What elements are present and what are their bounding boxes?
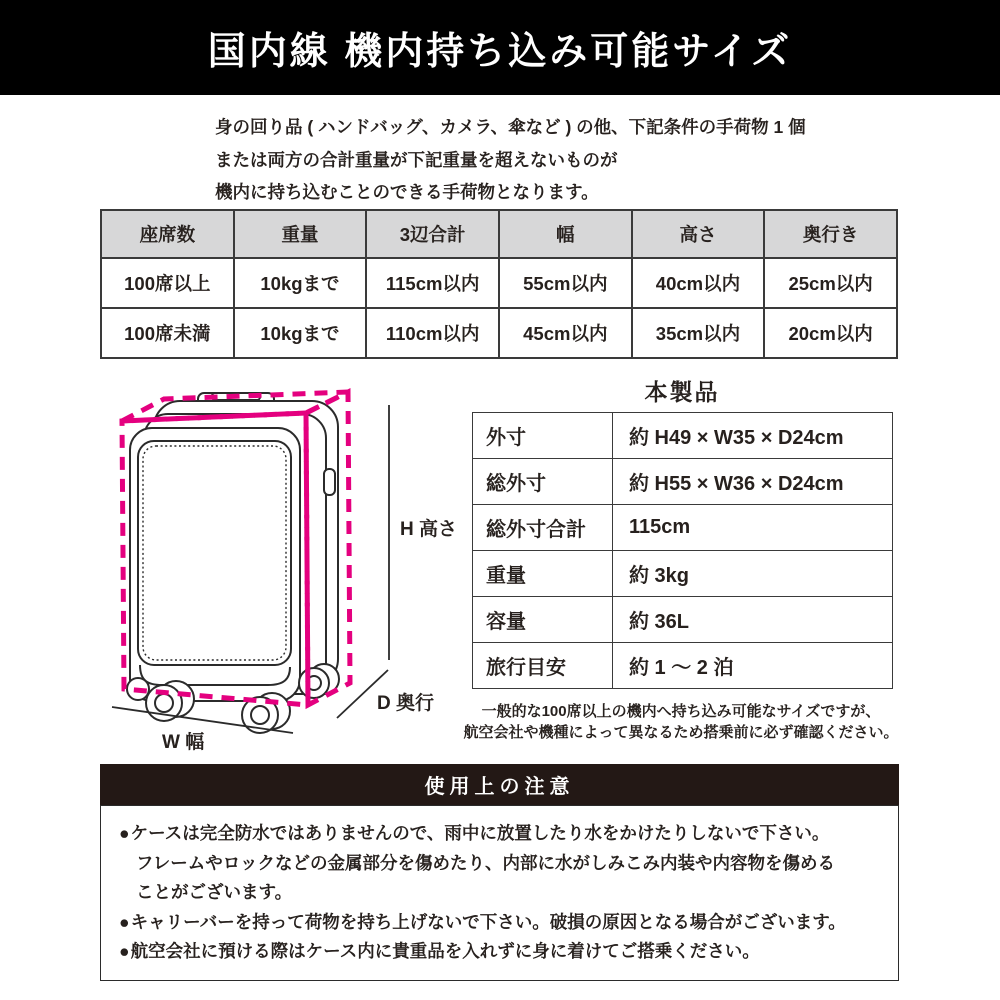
spec-row	[473, 643, 893, 689]
col-header-depth: 奥行き	[764, 210, 897, 258]
spec-value: 約 36L	[613, 597, 893, 643]
caution-text: フレームやロックなどの金属部分を傷めたり、内部に水がしみこみ内装や内容物を傷める	[136, 852, 835, 873]
bullet-icon: ●	[119, 941, 130, 961]
caution-item	[119, 819, 880, 849]
footnote-line: 航空会社や機種によって異なるため搭乗前に必ず確認ください。	[463, 724, 899, 741]
cell: 110cm以内	[366, 308, 499, 358]
spec-value: 115cm	[613, 505, 893, 551]
col-header-weight: 重量	[234, 210, 367, 258]
table-row	[101, 308, 897, 358]
caution-item	[119, 908, 880, 938]
product-spec-table	[472, 412, 893, 689]
bullet-icon: ●	[119, 911, 130, 932]
lock	[324, 469, 335, 495]
wheel-back-right	[299, 668, 329, 698]
spec-row	[473, 597, 893, 643]
spec-value: 約 H49 × W35 × D24cm	[613, 413, 893, 459]
spec-label: 容量	[473, 597, 613, 643]
cell: 100席以上	[101, 258, 234, 308]
cell: 25cm以内	[764, 258, 897, 308]
spec-label: 旅行目安	[473, 643, 613, 689]
caution-text: ケースは完全防水ではありませんので、雨中に放置したり水をかけたりしないで下さい。	[130, 823, 830, 843]
col-header-total: 3辺合計	[366, 210, 499, 258]
intro-text	[215, 111, 806, 209]
col-header-width: 幅	[499, 210, 632, 258]
col-header-height: 高さ	[632, 210, 765, 258]
height-dimension-label: H 高さ	[400, 519, 458, 540]
page-title: 国内線 機内持ち込み可能サイズ	[207, 31, 793, 73]
product-spec-title: 本製品	[644, 379, 720, 405]
cell: 10kgまで	[234, 308, 367, 358]
spec-row	[473, 459, 893, 505]
caution-item	[119, 937, 880, 967]
cell: 10kgまで	[234, 258, 367, 308]
spec-value: 約 1 〜 2 泊	[613, 643, 893, 689]
spec-label: 総外寸合計	[473, 505, 613, 551]
caution-text: ことがございます。	[136, 882, 293, 902]
spec-label: 総外寸	[473, 459, 613, 505]
intro-line: または両方の合計重量が下記重量を超えないものが	[215, 149, 618, 170]
cell: 35cm以内	[632, 308, 765, 358]
caution-section	[100, 764, 899, 981]
caution-text: キャリーバーを持って荷物を持ち上げないで下さい。破損の原因となる場合がございます。	[130, 911, 846, 932]
cell: 100席未満	[101, 308, 234, 358]
col-header-seats: 座席数	[101, 210, 234, 258]
footnote	[456, 701, 906, 743]
depth-dimension-label: D 奥行	[377, 693, 435, 714]
cell: 55cm以内	[499, 258, 632, 308]
cell: 40cm以内	[632, 258, 765, 308]
cell: 20cm以内	[764, 308, 897, 358]
footnote-line: 一般的な100席以上の機内へ持ち込み可能なサイズですが、	[481, 703, 881, 720]
spec-row	[473, 551, 893, 597]
allowance-table	[100, 209, 898, 359]
spec-row	[473, 505, 893, 551]
caution-header	[100, 764, 899, 805]
caution-title: 使用上の注意	[424, 776, 575, 798]
spec-label: 外寸	[473, 413, 613, 459]
spec-label: 重量	[473, 551, 613, 597]
caution-text: 航空会社に預ける際はケース内に貴重品を入れずに身に着けてご搭乗ください。	[130, 941, 760, 961]
width-dimension-label: W 幅	[162, 732, 205, 753]
title-bar	[0, 0, 1000, 95]
cell: 45cm以内	[499, 308, 632, 358]
table-row	[101, 258, 897, 308]
allowance-header-row	[101, 210, 897, 258]
bullet-icon: ●	[119, 823, 130, 843]
spec-row	[473, 413, 893, 459]
intro-line: 機内に持ち込むことのできる手荷物となります。	[215, 182, 599, 202]
caution-body	[100, 805, 899, 981]
spec-value: 約 H55 × W36 × D24cm	[613, 459, 893, 505]
front-panel	[138, 441, 291, 665]
spec-value: 約 3kg	[613, 551, 893, 597]
intro-line: 身の回り品 ( ハンドバッグ、カメラ、傘など ) の他、下記条件の手荷物 1 個	[215, 117, 806, 137]
cell: 115cm以内	[366, 258, 499, 308]
